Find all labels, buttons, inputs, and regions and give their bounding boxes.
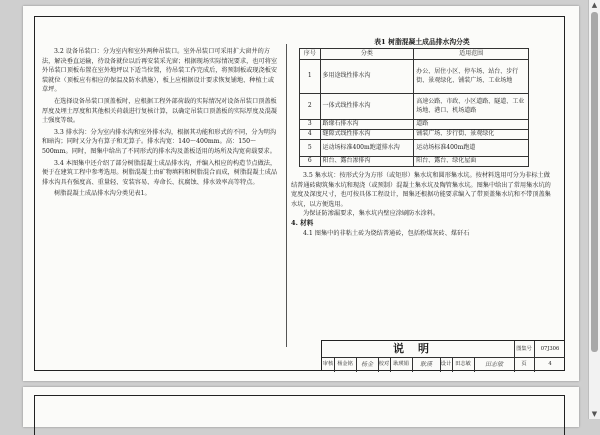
atlas-number: 07J306 xyxy=(540,346,560,352)
para-3-5: 3.5 集水坑：按形式分为方形（或矩形）集水坑和圆形集水坑。按材料选用可分为非标土做结普通砖砌筑集水坑和现浇（或预制）混凝土集水坑及陶管集水坑。图集中给出了常用集水坑的宽度及深度尺寸，也可按具体工程设计，图集还根据功能要求编入了带顶盖集水坑和不带顶盖集水坑，以方便选用。 xyxy=(291,172,551,208)
row-class: 多用途线性排水沟 xyxy=(320,60,414,94)
row-class: 阳台、露台渗排沟 xyxy=(320,157,414,167)
table-row xyxy=(300,120,529,130)
row-no: 1 xyxy=(300,60,321,94)
design-label: 设计 xyxy=(440,357,453,372)
row-scope: 运动场标准400m跑道 xyxy=(414,140,529,157)
scroll-thumb[interactable] xyxy=(591,12,598,352)
column-divider xyxy=(286,44,287,347)
section-4-heading: 4. 材料 xyxy=(291,218,314,227)
table-row xyxy=(300,130,529,140)
drawing-title: 说明 xyxy=(322,341,515,357)
title-block-top-row xyxy=(322,341,565,358)
para-3-2: 3.2 设备吊装口：分为室内和室外两种吊装口。室外吊装口可采用扩大窗井的方法，解决垂直运输，待设备就位以后再安装采光窗；根据现场实际情况要求，也可将室外吊装口顶板布置在室外地坪以下适当位置，待吊装工作完成后，将预制板或现浇板安装就位（顶板应有相应的保温及防水措施），板上应根据设计要求恢复铺地、种植土或草坪。 xyxy=(42,48,278,94)
check-label: 校对 xyxy=(378,357,391,372)
review-name: 杨金铭 xyxy=(334,357,357,372)
row-scope: 办公、居住小区、停车场、站台、步行街、景观绿化、铺装广场、工业场地 xyxy=(414,60,529,94)
document-page xyxy=(23,6,579,381)
row-scope: 高速公路、市政、小区道路、隧道、工业场地、港口、机场道路 xyxy=(414,94,529,120)
table-row xyxy=(300,140,529,157)
right-text xyxy=(291,171,553,238)
row-scope: 阳台、露台、绿化屋面 xyxy=(414,157,529,167)
title-block-bottom-row xyxy=(322,357,565,372)
header-scope: 适用范围 xyxy=(414,49,529,60)
header-class: 分类 xyxy=(320,49,414,60)
table-row xyxy=(300,60,529,94)
para-3-4-cont: 树脂混凝土成品排水沟分类见表1。 xyxy=(54,190,151,198)
review-signature: 杨金 xyxy=(356,357,379,372)
design-signature: 田志敏 xyxy=(474,357,515,372)
row-no: 4 xyxy=(300,130,321,140)
page-label: 页 xyxy=(514,357,535,372)
next-page-frame xyxy=(34,395,565,435)
row-no: 6 xyxy=(300,157,321,167)
para-3-4: 3.4 本图集中还介绍了部分树脂混凝土成品排水沟，并编入相应的构造节点做法，便于在建筑工程中参考选用。树脂混凝土由矿物填料和树脂混合而成，树脂混凝土成品排水沟具有强度高、重量轻、安装容易、寿命长、抗腐蚀、排水效率高等特点。 xyxy=(42,159,278,186)
review-label: 审核 xyxy=(322,357,335,372)
right-column xyxy=(291,37,553,238)
para-3-3: 3.3 排水沟：分为室内排水沟和室外排水沟，根据其功能和形式的不同，分为明沟和暗沟；同时又分为有算子和无算子。排水沟宽：140～400mm。高：150～500mm。同时，图集中给出了不同形式的排水沟及盖板适用的场所及沟宽荷载要求。 xyxy=(42,128,277,155)
table-row xyxy=(300,94,529,120)
row-class: 路缘石排水沟 xyxy=(320,120,414,130)
table-row xyxy=(300,157,529,167)
title-block xyxy=(321,340,565,371)
para-3-5-cont: 为保证防渗漏要求，集水坑内壁应涂刷防水涂料。 xyxy=(303,210,440,218)
para-4-1: 4.1 图集中的非粘土砖为烧结普通砖，包括粉煤灰砖、煤矸石 xyxy=(303,229,470,237)
next-page xyxy=(23,387,579,427)
page-number: 4 xyxy=(548,361,552,367)
row-class: 运动场标准400m跑道排水沟 xyxy=(320,140,414,157)
design-name: 田志敏 xyxy=(452,357,475,372)
left-column xyxy=(42,47,278,199)
row-no: 2 xyxy=(300,94,321,120)
vertical-scrollbar[interactable] xyxy=(588,0,600,419)
check-signature: 耿瑛 xyxy=(412,357,441,372)
scroll-up-icon[interactable]: ▲ xyxy=(591,1,598,9)
scroll-down-icon[interactable]: ▼ xyxy=(591,410,598,418)
check-name: 耿瑛娟 xyxy=(390,357,413,372)
row-class: 一体式线性排水沟 xyxy=(320,94,414,120)
row-no: 5 xyxy=(300,140,321,157)
row-scope: 道路 xyxy=(414,120,529,130)
atlas-label: 图集号 xyxy=(514,341,535,357)
table-title: 表1 树脂混凝土成品排水沟分类 xyxy=(374,38,470,46)
row-no: 3 xyxy=(300,120,321,130)
header-no: 序号 xyxy=(300,49,321,60)
row-class: 缝隙式线性排水沟 xyxy=(320,130,414,140)
drain-classification-table xyxy=(299,48,529,167)
row-scope: 铺装广场、步行街、景观绿化 xyxy=(414,130,529,140)
table-header-row xyxy=(300,49,529,60)
para-3-2-cont: 在选择设备吊装口顶盖板时，应根据工程外部荷载的实际情况对设备吊装口顶盖板厚度及埋土厚度和其他相关荷载进行复核计算，以确定吊装口顶盖板的实际厚度及混凝土强度等级。 xyxy=(42,97,278,125)
